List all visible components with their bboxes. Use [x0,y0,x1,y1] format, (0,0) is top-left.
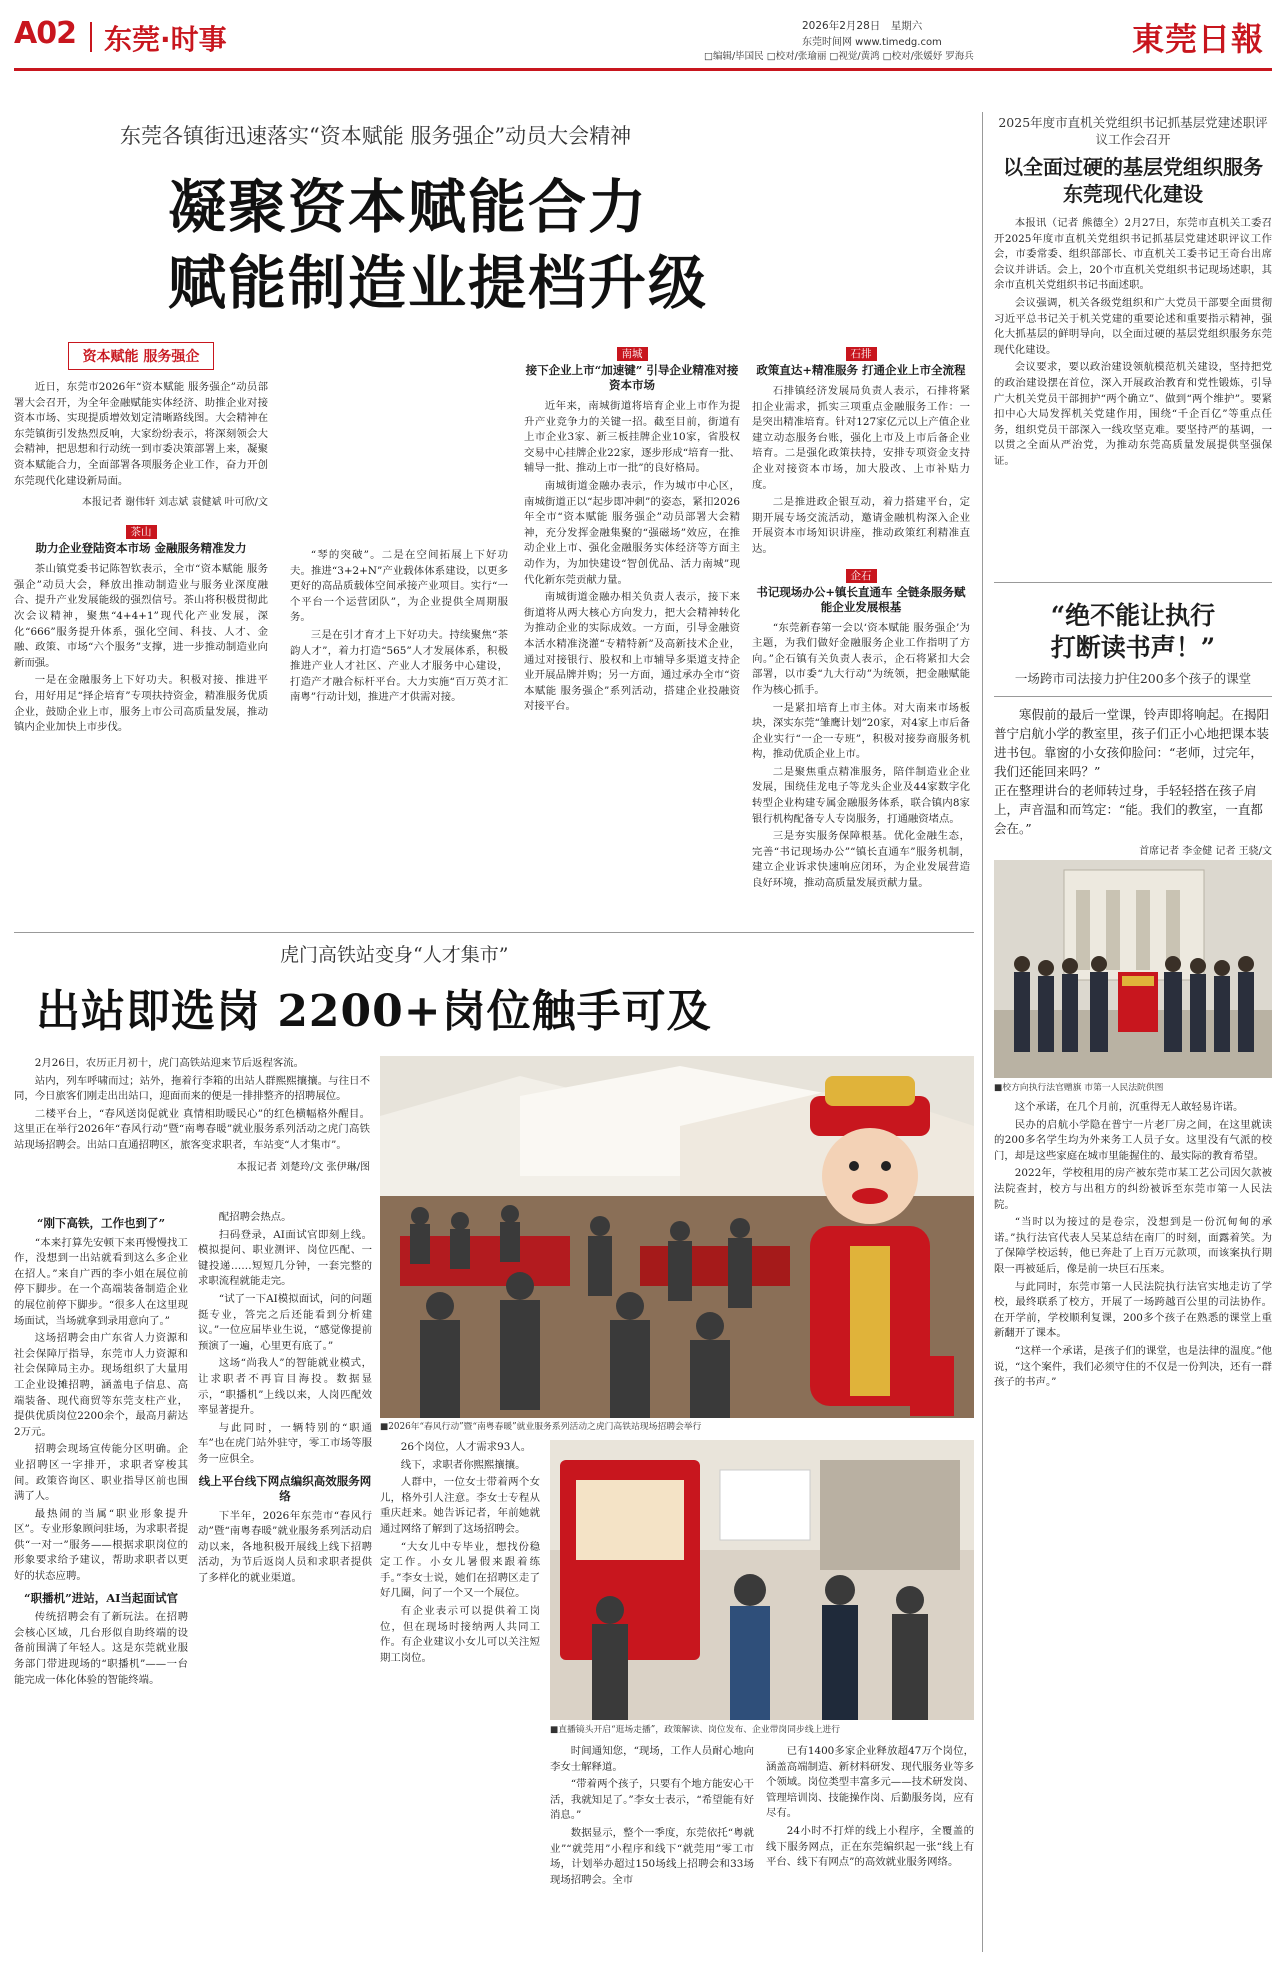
nancheng-p1: 近年来，南城街道将培育企业上市作为提升产业竞争力的关键一招。截至目前，街道有上市企业3家、新三板挂牌企业10家，省股权交易中心挂牌企业22家，逐步形成“培育一批、辅导一批、推动上市一批”的良好格局。 [524,400,740,475]
qishi-p3: 二是聚焦重点精准服务，陪伴制造业企业发展，围绕佳龙电子等龙头企业及44家数字化转型企业构建专属金融服务体系，联合镇内8家银行机构配备专人专岗服务，打通融资堵点。 [752,765,970,825]
job-fair-illustration [380,1056,974,1418]
livestream-illustration [550,1440,974,1720]
lower-sub2: “职播机”进站，AI当起面试官 [23,1590,179,1605]
lead-kicker: 东莞各镇街迅速落实“资本赋能 服务强企”动员大会精神 [120,124,632,148]
chashan-p4: 三是在引才育才上下好功夫。持续聚焦“茶韵人才”，着力打造“565”人才发展体系，积极推进产业人才社区、产业人才服务中心建设，打造产才融合标杆平台。大力实施“百万英才汇南粤”行动计划，推进产才供需对接。 [290,628,508,704]
right-top-article [994,114,1272,472]
right-top-kicker: 2025年度市直机关党组织书记抓基层党建述职评议工作会召开 [998,115,1268,147]
lower-intro-p1: 2月26日，农历正月初十，虎门高铁站迎来节后返程客流。 [34,1057,305,1069]
lower-c4-p3: 数据显示，整个一季度，东莞依托“粤就业”“就莞用”小程序和线下“就莞用”零工市场，计划举办超过150场线上招聘会和33场现场招聘会。全市 [550,1826,754,1886]
lower-c1-p3: 招聘会现场宣传能分区明确。企业招聘区一字排开，求职者穿梭其间。政策咨询区、职业指导区前也围满了人。 [14,1443,188,1503]
lead-title-line2: 赋能制造业提档升级 [168,249,709,317]
town-tag-qishi: 企石 [846,569,877,583]
right-mid-byline: 首席记者 李金健 记者 王骁/文 [1139,846,1272,857]
lower-sub1: “刚下高铁，工作也到了” [36,1216,166,1230]
right-rail-divider [982,112,983,1952]
right-top-p2: 会议强调，机关各级党组织和广大党员干部要全面贯彻习近平总书记关于机关党建的重要论述和重要指示精神，强化大抓基层的鲜明导向，以全面过硬的基层党组织服务东莞现代化建设。 [994,296,1272,356]
lower-c3-p1: 26个岗位，人才需求93人。 [400,1441,532,1453]
website: 东莞时间网 www.timedg.com [802,37,942,48]
chashan-p2: 一是在金融服务上下好功夫。积极对接、推进平台，用好用足“择企培育”专项扶持资金，精准服务优质企业，鼓励企业上市，服务上市公司高质量发展，推动镇内企业加快上市步伐。 [14,674,268,734]
lower-c2-p6: 下半年，2026年东莞市“春风行动”暨“南粤春暖”就业服务系列活动启动以来，各地积极开展线上线下招聘活动，为节后返岗人员和求职者提供了多样化的就业渠道。 [198,1509,372,1585]
lower-c1-p1: “本来打算先安顿下来再慢慢找工作，没想到一出站就看到这么多企业在招人。”来自广西的李小姐在展位前停下脚步。在一个高端装备制造企业的展位前停下脚步。“很多人在这里现场面试，当场就拿到录用意向了。” [14,1236,188,1327]
chashan-p1: 茶山镇党委书记陈智钦表示，全市“资本赋能 服务强企”动员大会，释放出推动制造业与服务业深度融合、提升产业发展能级的强烈信号。茶山将积极贯彻此次会议精神，聚焦“4+4+1”现代化产业发展，深化“666”服务提升体系，强化空间、科技、人才、金融、政策、市场“六个服务”支撑，进一步推动制造业向新而强。 [14,563,268,669]
right-mid-body [994,1100,1272,1393]
masthead-rule [14,68,1272,71]
lower-byline: 本报记者 刘楚玲/文 张伊琳/图 [236,1161,370,1173]
lower-col-3 [380,1440,540,1668]
lower-c5-p1: 已有1400多家企业释放超47万个岗位，涵盖高端制造、新材料研发、现代服务业等多个领域。岗位类型丰富多元——技术研发岗、管理培训岗、技能操作岗、后勤服务岗，应有尽有。 [766,1745,974,1820]
town-tag-chashan: 茶山 [126,525,157,539]
court-ceremony-illustration [994,860,1272,1078]
nancheng-p3: 南城街道金融办相关负责人表示，接下来街道将从两大核心方向发力，把大会精神转化为推动企业的实际成效。一方面，引导金融资本活水精准浇灌“专精特新”及高新技术企业，通过对接银行、股权和上市辅导多渠道支持企业开展品牌并购；另一方面，通过承办全市“资本赋能 服务强企”系列活动，搭建企业投融资对接平台。 [524,591,740,713]
lead-intro: 近日，东莞市2026年“资本赋能 服务强企”动员部署大会召开，为全年金融赋能实体经济、助推企业对接资本市场、实现提质增效划定清晰路线图。大会精神在东莞镇街引发热烈反响，大家纷纷表示，将深刻领会大会精神，把思想和行动统一到市委决策部署上来，凝聚资本赋能合力，全面部署各项服务企业工作，奋力开创东莞现代化建设新局面。 [14,381,268,487]
date-line: 2026年2月28日 星期六 [802,20,923,32]
right-top-p1: 本报讯（记者 熊德全）2月27日，东莞市直机关工委召开2025年度市直机关党组织书记抓基层党建述职评议工作会，市委常委、组织部部长、市直机关工委书记王奇台出席会议并讲话。会上，20个市直机关党组织书记现场述职，其余市直机关党组织书记书面述职。 [994,217,1272,292]
lower-c5-p2: 24小时不打烊的线上小程序，全覆盖的线下服务网点，正在东莞编织起一张“线上有平台、线下有网点”的高效就业服务网络。 [766,1824,974,1869]
lower-c3-p5: 有企业表示可以提供着工岗位，但在现场时接纳两人共同工作。有企业建议小女儿可以关注短期工岗位。 [380,1604,540,1664]
shipai-p2: 二是推进政企银互动，着力搭建平台，定期开展专场交流活动，邀请金融机构深入企业开展资本市场知识讲座，推动政策红利精准直达。 [752,496,970,555]
right-mid-article [994,600,1272,857]
right-mid-p2: 民办的启航小学隐在普宁一片老厂房之间，在这里就读的200多名学生均为外来务工人员子女。这里没有气派的校门，却是这些家庭在城市里能握住的、最实际的教育希望。 [994,1118,1272,1162]
lower-c1-p5: 传统招聘会有了新玩法。在招聘会核心区域，几台形似自助终端的设备前围满了年轻人。这是东莞就业服务部门带进现场的“职播机”——一台能完成一体化体验的智能终端。 [14,1611,188,1686]
right-mid-p1: 这个承诺，在几个月前，沉重得无人敢轻易许诺。 [1014,1101,1244,1113]
job-fair-photo [380,1056,974,1418]
masthead [14,14,1272,64]
right-top-p3: 会议要求，要以政治建设领航模范机关建设，坚持把党的政治建设摆在首位，深入开展政治教育和党性锻炼，引导广大机关党员干部拥护“两个确立”、做到“两个维护”。要紧扣中心大局发挥机关党建作用，围绕“千企百亿”等重点任务，组织党员干部深入一线攻坚克难。要坚持严的基调，一以贯之全面从严治党，为推动东莞高质量发展提供坚强保证。 [994,361,1272,467]
lower-c4-p2: “带着两个孩子，只要有个地方能安心干活，我就知足了。”李女士表示，“希望能有好消息。” [550,1778,754,1822]
lower-c4-p1: 时间通知您，“现场，工作人员耐心地向李女士解释道。 [550,1745,754,1773]
right-mid-intro: 寒假前的最后一堂课，铃声即将响起。在揭阳普宁启航小学的教室里，孩子们正小心地把课本装进书包。靠窗的小女孩仰脸问：“老师，过完年，我们还能回来吗？” 正在整理讲台的老师转过身，手轻轻搭在孩子肩上，声音温和而笃定：“能。我们的教室，一直都会在。” [994,707,1270,836]
lower-kicker: 虎门高铁站变身“人才集市” [280,944,509,966]
lower-col-5 [766,1744,974,1873]
lead-col-2 [290,548,508,708]
right-top-rule [994,582,1272,583]
lower-sub3: 线上平台线下网点编织高效服务网络 [198,1473,372,1504]
court-photo-caption: ■校方向执行法官赠旗 市第一人民法院供图 [994,1083,1164,1093]
section-tag: 资本赋能 服务强企 [68,342,215,370]
right-mid-subtitle: 一场跨市司法接力护住200多个孩子的课堂 [1014,671,1252,686]
right-mid-p3: 2022年，学校租用的房产被东莞市某工艺公司因欠款被法院查封，校方与出租方的纠纷被诉至东莞市第一人民法院。 [994,1167,1272,1211]
lead-bottom-rule [14,932,974,933]
qishi-p1: “东莞新春第一会以‘资本赋能 服务强企’为主题，为我们做好金融服务企业工作指明了方向。”企石镇有关负责人表示，企石将紧扣大会部署，以市委“九大行动”为统领，把金融赋能作为核心抓手。 [752,621,970,696]
nancheng-title: 接下企业上市“加速键” 引导企业精准对接资本市场 [525,363,739,392]
chashan-p3: “琴的突破”。二是在空间拓展上下好功夫。推进“3+2+N”产业载体体系建设，以更多更好的高品质载体空间承接产业项目。实行“一个平台一个运营团队”，为企业提供全周期服务。 [290,549,508,624]
shipai-title: 政策直达+精准服务 打通企业上市全流程 [756,363,966,377]
right-mid-title-1: “绝不能让执行 [1050,601,1216,630]
livestream-photo [550,1440,974,1720]
lower-col-2 [198,1210,372,1589]
lower-c1-p4: 最热闹的当属“职业形象提升区”。专业形象顾问驻场，为求职者提供“一对一”服务——根据求职岗位的形象要求给予建议，帮助求职者以更好的状态应聘。 [14,1507,188,1583]
lower-c3-p4: “大女儿中专毕业，想找份稳定工作。小女儿暑假来跟着练手。”李女士说，她们在招聘区走了好几圈，问了一个又一个展位。 [380,1540,540,1600]
town-tag-shipai: 石排 [846,347,877,361]
job-fair-photo-caption: ■2026年“春风行动”暨“南粤春暖”就业服务系列活动之虎门高铁站现场招聘会举行 [380,1422,702,1432]
chashan-title: 助力企业登陆资本市场 金融服务精准发力 [35,541,247,556]
lead-col-4 [752,342,970,894]
lead-title-line1: 凝聚资本赋能合力 [168,173,649,241]
lower-c1-p2: 这场招聘会由广东省人力资源和社会保障厅指导，东莞市人力资源和社会保障局主办。现场组织了大量用工企业设摊招聘，涵盖电子信息、高端装备、现代商贸等东莞支柱产业，提供优质岗位2200余个，最高月薪达2万元。 [14,1332,188,1438]
lower-c2-p2: 扫码登录，AI面试官即刻上线。模拟提问、职业测评、岗位匹配、一键投递……短短几分钟，一套完整的求职流程就能走完。 [198,1228,372,1288]
right-mid-p5: 与此同时，东莞市第一人民法院执行法官实地走访了学校，最终联系了校方，开展了一场跨越百公里的司法协作。在开学前，学校顺利复课，200多个孩子在熟悉的课堂上重新翻开了课本。 [994,1280,1272,1340]
lead-col-3 [524,342,740,717]
right-top-title: 以全面过硬的基层党组织服务东莞现代化建设 [1003,155,1263,206]
lower-col-1 [14,1210,188,1690]
qishi-title: 书记现场办公+镇长直通车 全链条服务赋能企业发展根基 [756,584,966,614]
lower-c2-p5: 与此同时，一辆特别的“职通车”也在虎门站外驻守，零工市场等服务一应俱全。 [198,1421,372,1465]
qishi-p2: 一是紧扣培育上市主体。对大南来市场板块，深实东莞“雏鹰计划”20家，对4家上市后备企业实行“一企一专班”，积极对接券商服务机构，推动优质企业上市。 [752,701,970,761]
masthead-divider [90,22,92,52]
lead-byline: 本报记者 谢伟轩 刘志斌 袁健斌 叶可欣/文 [81,497,268,509]
town-tag-nancheng: 南城 [617,347,648,361]
lower-c2-p1: 配招聘会热点。 [218,1211,292,1223]
lower-col-4 [550,1744,754,1890]
lower-intro-p2: 站内，列车呼啸而过；站外，拖着行李箱的出站人群熙熙攘攘。与往日不同，今日旅客们刚走出出站口，迎面而来的便是一排排整齐的招聘展位。 [14,1074,370,1103]
nancheng-p2: 南城街道金融办表示，作为城市中心区，南城街道正以“起步即冲刺”的姿态，紧扣2026年全市“资本赋能 服务强企”动员部署大会精神，充分发挥金融集聚的“强磁场”效应，在推动企业上市、强化金融服务实体经济等方面主动作为，为加快建设“智创优品、活力南城”现代化新东莞贡献力量。 [524,479,740,586]
right-mid-sub-rule [994,696,1272,697]
lower-c3-p2: 线下，求职者你熙熙攘攘。 [400,1458,526,1471]
right-mid-p4: “当时以为接过的是卷宗，没想到是一份沉甸甸的承诺。”执行法官代表人吴某总结在南厂的时刻，面露着笑。为了保障学校运转，他已奔赴了上百万元款项，而该案执行期限一再被延后，像是前一块巨石压来。 [994,1216,1272,1275]
right-mid-p6: “这样一个承诺，是孩子们的课堂，也是法律的温度。”他说，“这个案件，我们必须守住的不仅是一份判决，还有一群孩子的书声。” [994,1344,1272,1389]
lower-intro-p3: 二楼平台上，“春风送岗促就业 真情相助暖民心”的红色横幅格外醒目。这里正在举行2026年“春风行动”暨“南粤春暖”就业服务系列活动之虎门高铁站现场招聘会。出站口直通招聘区，旅客变求职者，车站变“人才集市”。 [14,1107,370,1151]
section-name: 东莞·时事 [104,23,227,56]
qishi-p4: 三是夯实服务保障根基。优化金融生态，完善“书记现场办公”“镇长直通车”服务机制，建立企业诉求快速响应闭环，为企业发展营造良好环境，推动高质量发展贡献力量。 [752,830,970,890]
lead-col-1 [14,342,268,738]
page-code: A02 [14,16,76,51]
lower-intro [14,1056,370,1175]
shipai-p1: 石排镇经济发展局负责人表示，石排将紧扣企业需求，抓实三项重点金融服务工作：一是突出精准培育。针对127家亿元以上产值企业建立动态服务台账，强化上市及上市后备企业培育。二是强化政策扶持，安排专项资金支持企业对接资本市场，加大股改、上市补贴力度。 [752,385,970,491]
lower-title: 出站即选岗 2200+岗位触手可及 [36,986,712,1037]
editors-line: □编辑/毕国民 □校对/张瑜丽 □视觉/黄鸿 □校对/张媛妤 罗海兵 [704,51,974,62]
paper-name: 東莞日報 [1132,20,1265,58]
lower-c2-p4: 这场“尚我人”的智能就业模式，让求职者不再盲目海投。数据显示，“职播机”上线以来，人岗匹配效率显著提升。 [198,1357,372,1417]
lower-c2-p3: “试了一下AI模拟面试，问的问题挺专业，答完之后还能看到分析建议。”一位应届毕业生说，“感觉像提前预演了一遍，心里更有底了。” [198,1292,372,1352]
livestream-photo-caption: ■直播镜头开启“逛场走播”，政策解读、岗位发布、企业带岗同步线上进行 [550,1725,841,1735]
court-ceremony-photo [994,860,1272,1078]
right-mid-title-2: 打断读书声！” [1050,633,1216,662]
lower-c3-p3: 人群中，一位女士带着两个女儿，格外引人注意。李女士专程从重庆赶来。她告诉记者，年前她就通过网络了解到了这场招聘会。 [380,1476,540,1535]
